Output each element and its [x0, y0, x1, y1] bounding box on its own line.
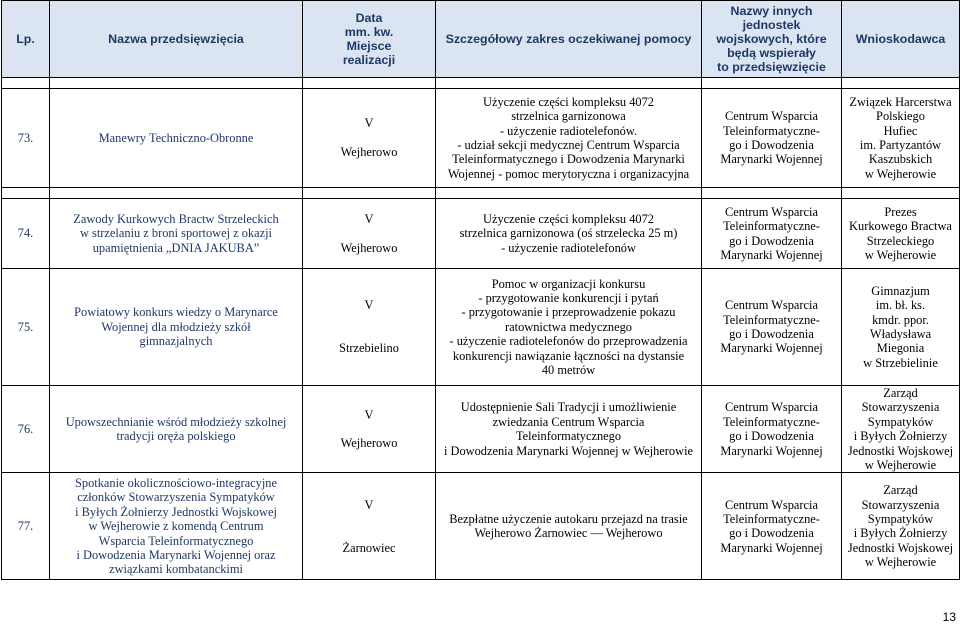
spacer-row	[2, 78, 960, 89]
cell-name	[50, 199, 303, 269]
text-line: Wejherowo	[340, 240, 398, 255]
text-line: Nazwy innych	[730, 4, 813, 18]
assistance-table	[1, 0, 960, 580]
cell-applicant	[842, 269, 960, 386]
text-line: Wojennej - pomoc merytoryczna i organizacyjna	[447, 166, 690, 181]
header-lp: Lp.	[2, 1, 50, 78]
cell-date	[303, 269, 436, 386]
cell-scope	[436, 386, 702, 473]
cell-applicant	[842, 473, 960, 580]
text-line: - przygotowanie i przeprowadzenie pokazu	[461, 305, 676, 320]
text-line: Marynarki Wojennej	[720, 247, 823, 262]
text-line: Miejsce	[346, 39, 392, 53]
text-line: go i Dowodzenia	[729, 429, 814, 444]
text-line: w Wejherowie	[864, 166, 937, 181]
cell-lp: 75.	[2, 269, 50, 386]
text-line: Marynarki Wojennej	[720, 152, 823, 167]
text-line: Bezpłatne użyczenie autokaru przejazd na trasie	[449, 512, 688, 527]
text-line	[306, 313, 432, 327]
spacer-cell	[436, 78, 702, 89]
text-line: - użyczenie radiotelefonów.	[499, 123, 638, 138]
text-line: Centrum Wsparcia	[724, 204, 818, 219]
text-line: w Strzebielinie	[863, 355, 938, 370]
header-row	[2, 1, 960, 78]
cell-lp: 73.	[2, 89, 50, 188]
cell-applicant	[842, 386, 960, 473]
text-line: Teleinformatycznego	[515, 429, 622, 444]
text-line: w strzelaniu z broni sportowej z okazji	[80, 226, 272, 241]
text-line: członków Stowarzyszenia Sympatyków	[77, 490, 275, 505]
text-line: realizacji	[342, 53, 396, 67]
text-line: zwiedzania Centrum Wsparcia	[492, 414, 645, 429]
text-line: mm. kw.	[344, 25, 394, 39]
header-date	[303, 1, 436, 78]
text-line: Gimnazjum	[871, 283, 930, 298]
text-line: go i Dowodzenia	[729, 233, 814, 248]
table-row	[2, 89, 960, 188]
text-line: w Wejherowie	[864, 458, 937, 473]
text-line: związkami kombatanckimi	[109, 562, 243, 577]
cell-lp: 74.	[2, 199, 50, 269]
text-line: Jednostki Wojskowej	[847, 443, 954, 458]
spacer-cell	[842, 188, 960, 199]
text-line: Polskiego	[876, 109, 925, 124]
text-line: strzelnica garnizonowa (oś strzelecka 25 m)	[459, 226, 678, 241]
text-line: Udostępnienie Sali Tradycji i umożliwienie	[460, 400, 677, 415]
spacer-cell	[2, 188, 50, 199]
table-row	[2, 269, 960, 386]
text-line: Centrum Wsparcia	[724, 497, 818, 512]
text-line: Data	[355, 11, 383, 25]
text-line: Teleinformatyczne-	[723, 512, 820, 527]
text-line: V	[364, 407, 374, 422]
text-line: i Byłych Żołnierzy Jednostki Wojskowej	[75, 504, 277, 519]
text-line: V	[364, 298, 374, 313]
text-line: Teleinformatyczne-	[723, 219, 820, 234]
text-line: Wsparcia Teleinformatycznego	[98, 533, 254, 548]
text-line: Wejherowo Żarnowiec — Wejherowo	[474, 526, 663, 541]
header-name: Nazwa przedsięwzięcia	[50, 1, 303, 78]
text-line: w Wejherowie	[864, 555, 937, 570]
text-line: Wejherowo	[340, 145, 398, 160]
cell-scope	[436, 269, 702, 386]
cell-applicant	[842, 199, 960, 269]
text-line: Centrum Wsparcia	[724, 109, 818, 124]
text-line: Kaszubskich	[868, 152, 933, 167]
text-line: wojskowych, które	[716, 32, 827, 46]
text-line: Zarząd Stowarzyszenia	[861, 386, 940, 415]
text-line: będą wspierały	[727, 46, 816, 60]
text-line: - udział sekcji medycznej Centrum Wsparcia	[457, 138, 680, 152]
spacer-cell	[436, 188, 702, 199]
text-line: V	[364, 211, 374, 226]
text-line: upamiętnienia „DNIA JAKUBA”	[92, 240, 260, 255]
text-line: Upowszechnianie wśród młodzieży szkolnej	[65, 414, 287, 429]
text-line	[306, 422, 432, 436]
text-line: w Wejherowie	[864, 247, 937, 262]
spacer-cell	[702, 78, 842, 89]
table-row	[2, 199, 960, 269]
text-line: Sympatyków	[867, 512, 934, 527]
text-line: Pomoc w organizacji konkursu	[491, 276, 646, 291]
cell-units	[702, 89, 842, 188]
cell-name	[50, 386, 303, 473]
cell-date	[303, 199, 436, 269]
text-line: go i Dowodzenia	[729, 138, 814, 152]
text-line: Marynarki Wojennej	[720, 341, 823, 356]
cell-units	[702, 269, 842, 386]
cell-lp: 76.	[2, 386, 50, 473]
text-line: Zawody Kurkowych Bractw Strzeleckich	[73, 211, 279, 226]
text-line: - przygotowanie konkurencji i pytań	[478, 290, 659, 305]
text-line: Teleinformatycznego i Dowodzenia Marynarki	[452, 152, 685, 167]
text-line: Wojennej dla młodzieży szkół	[101, 319, 251, 334]
text-line: im. Partyzantów	[859, 138, 942, 152]
text-line: Władysława Miegonia	[869, 327, 932, 356]
text-line: Centrum Wsparcia	[724, 298, 818, 313]
cell-scope	[436, 473, 702, 580]
text-line: kmdr. ppor.	[872, 312, 929, 327]
text-line: ratownictwa medycznego	[505, 319, 632, 334]
text-line: i Byłych Żołnierzy	[853, 526, 948, 541]
spacer-cell	[842, 78, 960, 89]
cell-name	[50, 89, 303, 188]
page-number: 13	[942, 610, 956, 624]
text-line: Użyczenie części kompleksu 4072	[483, 94, 654, 109]
text-line: 40 metrów	[541, 363, 596, 378]
text-line: - użyczenie radiotelefonów	[501, 240, 636, 255]
text-line: Hufiec	[883, 123, 918, 138]
text-line: Centrum Wsparcia	[724, 400, 818, 415]
cell-name	[50, 269, 303, 386]
text-line: Teleinformatyczne-	[723, 123, 820, 138]
text-line: Prezes	[884, 204, 917, 219]
header-scope: Szczegółowy zakres oczekiwanej pomocy	[436, 1, 702, 78]
text-line: w Wejherowie z komendą Centrum	[88, 519, 264, 534]
text-line	[306, 526, 432, 540]
text-line: Spotkanie okolicznościowo-integracyjne	[75, 476, 277, 491]
text-line: Marynarki Wojennej	[720, 540, 823, 555]
text-line: im. bł. ks.	[875, 298, 926, 313]
text-line: jednostek	[742, 18, 801, 32]
text-line: go i Dowodzenia	[729, 526, 814, 541]
text-line	[306, 131, 432, 145]
text-line: Strzebielino	[339, 341, 399, 356]
text-line: to przedsięwzięcie	[717, 60, 826, 74]
spacer-cell	[50, 78, 303, 89]
cell-date	[303, 89, 436, 188]
cell-name	[50, 473, 303, 580]
text-line: Użyczenie części kompleksu 4072	[483, 211, 654, 226]
text-line	[306, 327, 432, 341]
text-line: Kurkowego Bractwa	[849, 219, 952, 234]
header-applicant: Wnioskodawca	[842, 1, 960, 78]
cell-applicant	[842, 89, 960, 188]
spacer-cell	[303, 188, 436, 199]
cell-scope	[436, 89, 702, 188]
text-line: Powiatowy konkurs wiedzy o Marynarce	[74, 305, 278, 320]
text-line: Związek Harcerstwa	[849, 94, 952, 109]
cell-lp: 77.	[2, 473, 50, 580]
text-line: i Dowodzenia Marynarki Wojennej oraz	[76, 548, 276, 563]
table-row	[2, 386, 960, 473]
text-line: konkurencji nawiązanie łączności na dystansie	[452, 348, 685, 363]
cell-units	[702, 386, 842, 473]
text-line: Zarząd Stowarzyszenia	[861, 483, 940, 512]
table-row	[2, 473, 960, 580]
cell-scope	[436, 199, 702, 269]
text-line: gimnazjalnych	[139, 334, 213, 349]
spacer-cell	[702, 188, 842, 199]
text-line: strzelnica garnizonowa	[511, 109, 626, 124]
text-line	[306, 226, 432, 240]
text-line: Marynarki Wojennej	[720, 443, 823, 458]
cell-units	[702, 199, 842, 269]
text-line: Wejherowo	[340, 436, 398, 451]
text-line: V	[364, 116, 374, 131]
text-line: Manewry Techniczno-Obronne	[98, 130, 254, 145]
text-line: V	[364, 497, 374, 512]
text-line: Żarnowiec	[342, 540, 396, 555]
spacer-row	[2, 188, 960, 199]
text-line: - użyczenie radiotelefonów do przeprowadzenia	[449, 334, 688, 349]
text-line: i Byłych Żołnierzy	[853, 429, 948, 444]
spacer-cell	[2, 78, 50, 89]
text-line: tradycji oręża polskiego	[116, 429, 236, 444]
text-line	[306, 512, 432, 526]
spacer-cell	[303, 78, 436, 89]
header-units	[702, 1, 842, 78]
text-line: Teleinformatyczne-	[723, 414, 820, 429]
spacer-cell	[50, 188, 303, 199]
text-line: Teleinformatyczne-	[723, 312, 820, 327]
cell-date	[303, 473, 436, 580]
text-line: Sympatyków	[867, 414, 934, 429]
text-line: i Dowodzenia Marynarki Wojennej w Wejherowie	[443, 443, 694, 458]
text-line: Strzeleckiego	[866, 233, 935, 248]
text-line: Jednostki Wojskowej	[847, 540, 954, 555]
cell-units	[702, 473, 842, 580]
text-line: go i Dowodzenia	[729, 327, 814, 341]
cell-date	[303, 386, 436, 473]
